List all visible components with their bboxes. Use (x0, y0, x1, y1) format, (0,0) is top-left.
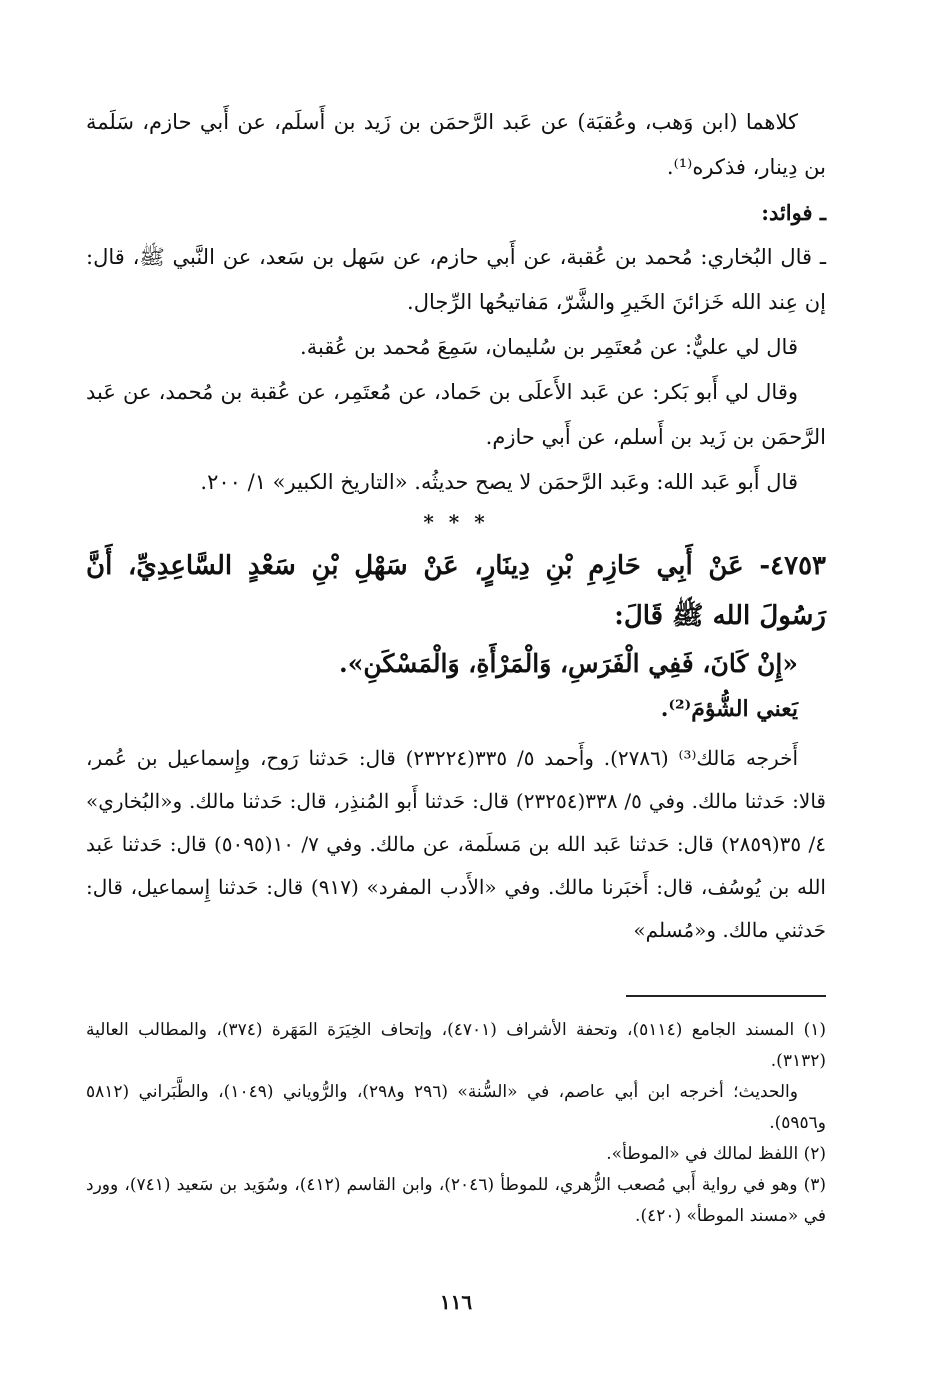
fawaid-paragraph: قال لي عليٌّ: عن مُعتَمِر بن سُليمان، سَمِعَ مُحمد بن عُقبة. (300, 335, 798, 359)
hadith-matn: «إِنْ كَانَ، فَفِي الْفَرَسِ، وَالْمَرْأَةِ، وَالْمَسْكَنِ». (339, 649, 798, 678)
fawaid-paragraph: وقال لي أَبو بَكر: عن عَبد الأَعلَى بن حَماد، عن مُعتَمِر، عن عُقبة بن مُحمد، عن عَبد الرَّحمَن بن زَيد بن أَسلم، عن أَبي حازم. (86, 380, 826, 449)
takhrij-paragraph: أَخرجه مَالك⁽³⁾ (٢٧٨٦). وأَحمد ٥/ ٣٣٥(٢٣٢٢٤) قال: حَدثنا رَوح، وإِسماعيل بن عُمر، قالا: حَدثنا مالك. وفي ٥/ ٣٣٨(٢٣٢٥٤) قال: حَدثنا أَبو المُنذِر، قال: حَدثنا مالك. و«البُخاري» ٤/ ٣٥(٢٨٥٩) قال: حَدثنا عَبد الله بن مَسلَمة، عن مالك. وفي ٧/ ١٠(٥٠٩٥) قال: حَدثنا عَبد الله بن يُوسُف، قال: أَخبَرنا مالك. وفي «الأَدب المفرد» (٩١٧) قال: حَدثنا إِسماعيل، قال: حَدثني مالك. و«مُسلم» (86, 746, 826, 942)
footnote-1: (١) المسند الجامع (٥١١٤)، وتحفة الأشراف (٤٧٠١)، وإتحاف الخِيَرَة المَهَرة (٣٧٤)، والمطالب العالية (٣١٣٢). (86, 1020, 827, 1071)
section-separator: * * * (423, 510, 489, 534)
fawaid-heading: ـ فوائد: (761, 200, 826, 225)
footnote-1-continued: والحديث؛ أخرجه ابن أبي عاصم، في «السُّنة» (٢٩٦ و٢٩٨)، والرُّوياني (١٠٤٩)، والطَّبَراني (٥٨١٢ و٥٩٥٦). (86, 1082, 826, 1133)
footnote-2: (٢) اللفظ لمالك في «الموطأ». (606, 1144, 826, 1164)
hadith-intro: ٤٧٥٣- عَنْ أَبِي حَازِمِ بْنِ دِينَارٍ، عَنْ سَهْلِ بْنِ سَعْدٍ السَّاعِدِيِّ، أَنَّ رَسُولَ الله ﷺ قَالَ: (86, 551, 826, 631)
fawaid-paragraph: ـ قال البُخاري: مُحمد بن عُقبة، عن أَبي حازم، عن سَهل بن سَعد، عن النَّبي ﷺ، قال: إن عِند الله خَزائنَ الخَيرِ والشَّرّ، مَفاتيحُها الرِّجال. (86, 245, 826, 314)
footnote-divider (626, 995, 826, 997)
isnad-paragraph: كلاهما (ابن وَهب، وعُقبَة) عن عَبد الرَّحمَن بن زَيد بن أَسلَم، عن أَبي حازم، سَلَمة بن دِينار، فذكره⁽¹⁾. (86, 110, 826, 179)
fawaid-paragraph: قال أَبو عَبد الله: وعَبد الرَّحمَن لا يصح حديثُه. «التاريخ الكبير» ١/ ٢٠٠. (200, 470, 798, 494)
footnote-3: (٣) وهو في رواية أَبي مُصعب الزُّهري، للموطأ (٢٠٤٦)، وابن القاسم (٤١٢)، وسُوَيد بن سَعيد (٧٤١)، وورد في «مسند الموطأ» (٤٢٠). (86, 1175, 827, 1226)
hadith-meaning: يَعني الشُّؤمَ⁽²⁾. (660, 696, 798, 722)
footnotes (86, 1015, 826, 1232)
page-number: ١١٦ (439, 1290, 473, 1314)
book-page (86, 100, 827, 1314)
